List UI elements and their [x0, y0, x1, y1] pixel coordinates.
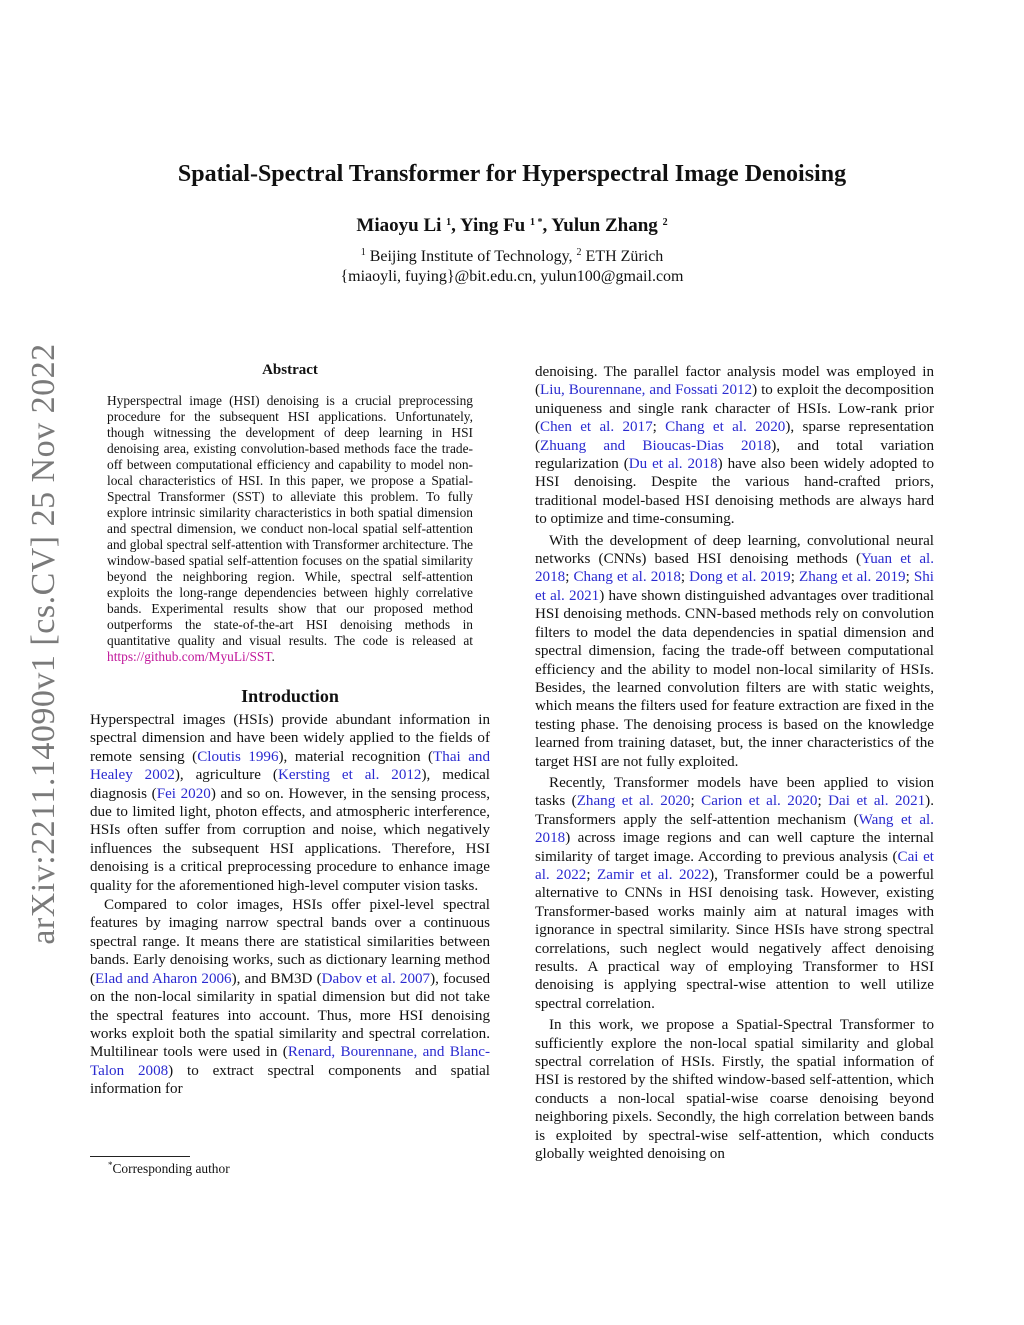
citation-link[interactable]: Chen et al. 2017 [540, 419, 653, 436]
text: ) to extract spectral components and spatial information for [90, 1062, 490, 1098]
text: ), material recognition ( [278, 748, 434, 765]
citation-link[interactable]: Zamir et al. 2022 [597, 866, 710, 883]
text: ) and so on. However, in the sensing process, due to limited light, photon effects, and atmospheric interference, HSIs often suffer from corruption and noise, which negatively influences the subsequent HSI applications. Therefore, HSI denoising is a critical preprocessing procedure to enhance image quality for the aforementioned high-level computer vision tasks. [90, 785, 490, 894]
paragraph [535, 774, 934, 1013]
text: ) have also been widely adopted to HSI denoising. Despite the various hand-crafted priors, traditional model-based HSI denoising methods are always hard to optimize and time-consuming. [535, 456, 934, 528]
abstract [107, 360, 473, 665]
text: ), and total variation regularization ( [535, 437, 934, 473]
affiliation-2: ETH Zürich [585, 248, 664, 265]
citation-link[interactable]: Cai et al. 2022 [535, 848, 934, 883]
citation-link[interactable]: Elad and Aharon 2006 [95, 970, 232, 987]
author-name: Ying Fu [459, 215, 526, 236]
text: ), sparse representation ( [535, 419, 935, 454]
citation-link[interactable]: Liu, Bourennane, and Fossati 2012 [540, 382, 753, 399]
author-list: Miaoyu Li $^1$, Ying Fu $^{1 *}$, Yulun Zhang $^2$ [356, 215, 668, 236]
text: Recently, Transformer models have been applied to vision tasks ( [535, 774, 934, 810]
arxiv-identifier-text: arXiv:2211.14090v1 [cs.CV] 25 Nov 2022 [25, 343, 62, 945]
citation-link[interactable]: Zhang et al. 2020 [576, 793, 691, 810]
text: ) have shown distinguished advantages over traditional HSI denoising methods. CNN-based methods rely on convolution filters to model the data dependencies in spatial dimension and spectral dimension, facing the trade-off between computational efficiency and the ability to model non-local similarity of HSIs. Besides, the learned convolution filters are with static weights, which means the filters used for feature extraction are fixed in the testing phase. The denoising process is based on the knowledge learned from training dataset, but, the inner characteristics of the target HSI are not fully exploited. [535, 587, 935, 770]
author-affil-mark: 1 [446, 217, 452, 228]
text: ; [680, 569, 690, 586]
citation-link[interactable]: Fei 2020 [156, 785, 211, 802]
paragraph: In this work, we propose a Spatial-Spectral Transformer to sufficiently explore the non-local spatial similarity and global spectral correlation of HSIs. Firstly, the spatial information of HSI is restored by the shifted window-based self-attention, which conducts a non-local spatial-wise coarse denoising beyond neighboring pixels. Secondly, the high correlation between bands is exploited by spectral-wise self-attention, which conducts globally weighted denoising on [535, 1017, 934, 1163]
citation-link[interactable]: Cloutis 1996 [197, 748, 279, 765]
text: ). Transformers apply the self-attention mechanism ( [535, 793, 934, 828]
code-url-link[interactable]: https://github.com/MyuLi/SST [107, 649, 272, 664]
citation-link[interactable]: Zhang et al. 2019 [799, 569, 906, 586]
affiliation-1: Beijing Institute of Technology, [369, 248, 573, 265]
text: ; [690, 793, 702, 810]
paragraph [535, 363, 934, 529]
text: ; [565, 569, 574, 586]
citation-link[interactable]: Wang et al. 2018 [535, 811, 935, 847]
text: ), agriculture ( [174, 767, 278, 784]
abstract-body [107, 393, 473, 665]
abstract-end: . [271, 649, 275, 664]
text: ; [652, 419, 666, 436]
abstract-heading: Abstract [262, 362, 318, 378]
citation-link[interactable]: Carion et al. 2020 [701, 793, 818, 810]
citation-link[interactable]: Zhuang and Bioucas-Dias 2018 [540, 437, 772, 454]
text: ; [817, 793, 829, 810]
left-column [90, 360, 490, 1099]
affiliations [0, 247, 1024, 267]
citation-link[interactable]: Chang et al. 2020 [665, 419, 786, 436]
citation-link[interactable]: Thai and Healey 2002 [90, 748, 490, 784]
text: With the development of deep learning, convolutional neural networks (CNNs) based HSI denoising methods ( [535, 532, 934, 568]
author-emails: {miaoyli, fuying}@bit.edu.cn, yulun100@gmail.com [340, 268, 684, 285]
footnote [108, 1161, 230, 1177]
citation-link[interactable]: Renard, Bourennane, and Blanc-Talon 2008 [90, 1044, 490, 1079]
text: Compared to color images, HSIs offer pixel-level spectral features by imaging narrow spectral bands over a continuous spectral range. It means there are statistical similarities between bands. Early denoising works, such as dictionary learning method ( [90, 897, 490, 987]
abstract-text: Hyperspectral image (HSI) denoising is a crucial preprocessing procedure for the subsequent HSI applications. Unfortunately, though witnessing the development of deep learning in HSI denoising area, existing convolution-based methods face the trade-off between computational efficiency and capability to model non-local characteristics of HSI. In this paper, we propose a Spatial-Spectral Transformer (SST) to alleviate this problem. To fully explore intrinsic similarity characteristics in both spatial dimension and spectral dimension, we conduct non-local spatial self-attention and global spectral self-attention with Transformer architecture. The window-based spatial self-attention focuses on the spatial similarity beyond the neighboring region. While, spectral self-attention exploits the long-range dependencies between highly correlative bands. Experimental results show that our proposed method outperforms the state-of-the-art HSI denoising methods in quantitative quality and visual results. The code is released at [107, 393, 473, 648]
paragraph [535, 532, 934, 771]
footnote-text: Corresponding author [112, 1161, 230, 1176]
text: denoising. The parallel factor analysis model was employed in ( [535, 364, 934, 399]
author-affil-mark: 2 [662, 217, 668, 228]
citation-link[interactable]: Dong et al. 2019 [689, 569, 791, 586]
citation-link[interactable]: Kersting et al. 2012 [277, 767, 422, 784]
citation-link[interactable]: Chang et al. 2018 [573, 569, 681, 586]
paper-title: Spatial-Spectral Transformer for Hyperspectral Image Denoising [177, 161, 847, 187]
text: ) to exploit the decomposition uniqueness and single rank character of HSIs. Low-rank prior ( [535, 382, 934, 436]
text: ), Transformer could be a powerful alternative to CNNs in HSI denoising task. However, existing Transformer-based works mainly aim at natural images with ignorance in spectral similarity. Since HSIs have strong spectral correlations, such neglect would negatively affect denoising results. A practical way of employing Transformer to HSI denoising is applying spectral-wise attention to well utilize spectral correlation. [535, 866, 935, 1012]
text: ; [905, 569, 914, 586]
author-affil-mark: 1 * [530, 217, 543, 228]
text: Hyperspectral images (HSIs) provide abundant information in spectral dimension and have been widely applied to the fields of remote sensing ( [90, 712, 490, 765]
text: ), and BM3D ( [231, 970, 322, 987]
citation-link[interactable]: Yuan et al. 2018 [535, 551, 934, 586]
text: ; [790, 569, 799, 586]
author-name: Miaoyu Li [356, 215, 442, 236]
citation-link[interactable]: Shi et al. 2021 [535, 569, 934, 604]
citation-link[interactable]: Dabov et al. 2007 [321, 970, 431, 987]
affil-mark: 2 [576, 247, 582, 258]
paragraph [90, 711, 490, 895]
affil-mark: 1 [360, 247, 366, 258]
text: ), focused on the non-local similarity in spatial dimension but did not take the spectral features into account. Thus, more HSI denoising works exploit both the spatial similarity and spectral correlation. Multilinear tools were used in ( [90, 970, 491, 1061]
arxiv-identifier [4, 334, 84, 954]
text: ; [586, 866, 598, 883]
citation-link[interactable]: Dai et al. 2021 [828, 793, 926, 810]
text: ), medical diagnosis ( [90, 767, 490, 802]
paragraph [90, 896, 490, 1098]
text: ) across image regions and can well capture the internal similarity of target image. According to previous analysis ( [535, 830, 934, 865]
footnote-divider [90, 1156, 190, 1157]
section-heading-introduction: Introduction [241, 686, 339, 706]
footnote-mark: * [108, 1160, 113, 1170]
author-name: Yulun Zhang [551, 215, 658, 236]
right-column [535, 363, 934, 1163]
citation-link[interactable]: Du et al. 2018 [628, 456, 718, 473]
